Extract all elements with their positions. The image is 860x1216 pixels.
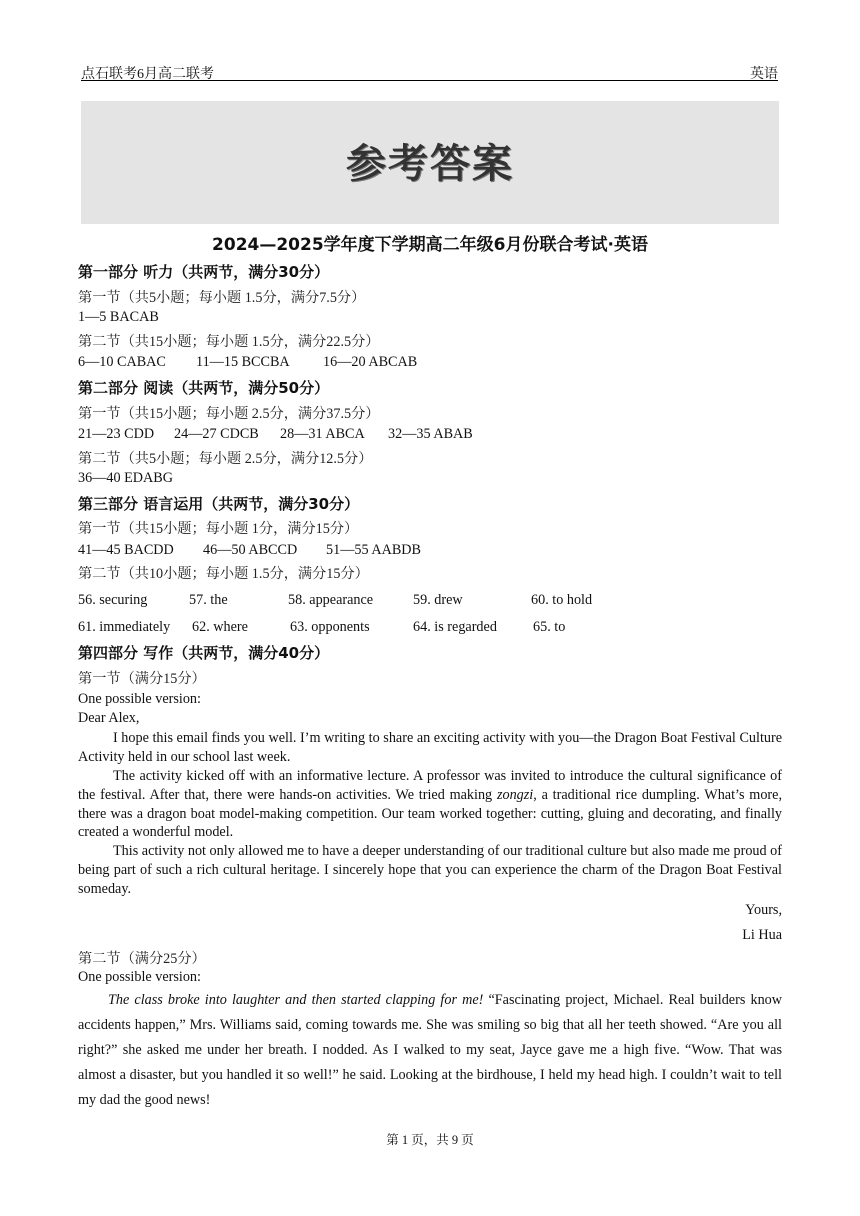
header-exam-name: 点石联考6月高二联考 [81, 67, 214, 82]
possible-version-label-2: One possible version: [78, 969, 201, 985]
paragraph-text: , a traditional rice dumpling. What’s more, there was a dragon boat model-making competition. Our team worked together: cutting, gluing and decorating, and finally created a wonderful model. [78, 786, 782, 841]
part2-answers-2: 36—40 EDABG [78, 470, 173, 486]
letter-closing: Yours, [745, 902, 782, 918]
banner-title: 参考答案 [346, 140, 514, 187]
paragraph-text: The activity kicked off with an informative lecture. A professor was invited to introduce the cultural significance of the festival. After that, there were hands-on activities. We tried making [78, 768, 782, 803]
letter-salutation: Dear Alex, [78, 710, 140, 726]
story-opening-sentence: The class broke into laughter and then started clapping for me! [108, 992, 484, 1008]
letter-paragraph-2 [78, 767, 782, 842]
part2-section1: 第一节（共15小题；每小题 2.5分，满分37.5分） [78, 406, 380, 422]
answer-group: 32—35 ABAB [388, 426, 473, 442]
answer-key-banner [81, 101, 779, 224]
letter-signature: Li Hua [742, 927, 782, 943]
part2-section2: 第二节（共5小题；每小题 2.5分，满分12.5分） [78, 451, 373, 467]
part3-section1: 第一节（共15小题；每小题 1分，满分15分） [78, 521, 359, 537]
answer-group: 28—31 ABCA [280, 426, 365, 442]
answer-group: 51—55 AABDB [326, 542, 421, 558]
part3-heading: 第三部分 语言运用（共两节，满分30分） [78, 495, 360, 513]
answer-group: 41—45 BACDD [78, 542, 174, 558]
story-continuation [78, 988, 782, 1113]
part1-section1: 第一节（共5小题；每小题 1.5分，满分7.5分） [78, 290, 366, 306]
letter-paragraph-1: I hope this email finds you well. I’m writing to share an exciting activity with you—the Dragon Boat Festival Culture Activity held in our school last week. [78, 730, 782, 765]
answer-group: 6—10 CABAC [78, 354, 166, 370]
answer-item: 61. immediately [78, 619, 171, 635]
answer-item: 57. the [189, 592, 228, 608]
answer-group: 21—23 CDD [78, 426, 155, 442]
answer-item: 64. is regarded [413, 619, 497, 635]
answer-group: 16—20 ABCAB [323, 354, 418, 370]
answer-group: 11—15 BCCBA [196, 354, 290, 370]
part1-heading: 第一部分 听力（共两节，满分30分） [78, 263, 330, 281]
part1-answers-1: 1—5 BACAB [78, 309, 159, 325]
answer-item: 62. where [192, 619, 248, 635]
italic-term: zongzi [496, 786, 534, 803]
header-subject: 英语 [750, 67, 778, 82]
answer-item: 60. to hold [531, 592, 593, 608]
letter-paragraph-3: This activity not only allowed me to have a deeper understanding of our traditional culture but also made me proud of being part of such a rich cultural heritage. I sincerely hope that you can experience the charm of the Dragon Boat Festival someday. [78, 843, 782, 897]
answer-item: 65. to [533, 619, 566, 635]
possible-version-label: One possible version: [78, 691, 201, 707]
exam-title: 2024—2025学年度下学期高二年级6月份联合考试·英语 [212, 235, 648, 255]
part2-heading: 第二部分 阅读（共两节，满分50分） [78, 379, 330, 397]
page-header [81, 62, 778, 81]
part3-section2: 第二节（共10小题；每小题 1.5分，满分15分） [78, 566, 369, 582]
answer-group: 24—27 CDCB [174, 426, 259, 442]
story-text: “Fascinating project, Michael. Real builders know accidents happen,” Mrs. Williams said, coming towards me. She was smiling so big that all her teeth showed. “Are you all right?” she asked me under her breath. I nodded. As I walked to my seat, Jayce gave me a high five. “Wow. That was almost a disaster, but you handled it so well!” he said. Looking at the birdhouse, I held my head high. I couldn’t wait to tell my dad the good news! [78, 992, 782, 1108]
part4-heading: 第四部分 写作（共两节，满分40分） [78, 644, 330, 662]
answer-group: 46—50 ABCCD [203, 542, 298, 558]
page-number: 第 1 页，共 9 页 [386, 1133, 474, 1147]
answer-item: 58. appearance [288, 592, 374, 608]
answer-item: 56. securing [78, 592, 148, 608]
part1-section2: 第二节（共15小题；每小题 1.5分，满分22.5分） [78, 334, 380, 350]
part4-section1: 第一节（满分15分） [78, 671, 206, 687]
answer-item: 59. drew [413, 592, 463, 608]
part4-section2: 第二节（满分25分） [78, 951, 206, 967]
answer-item: 63. opponents [290, 619, 370, 635]
